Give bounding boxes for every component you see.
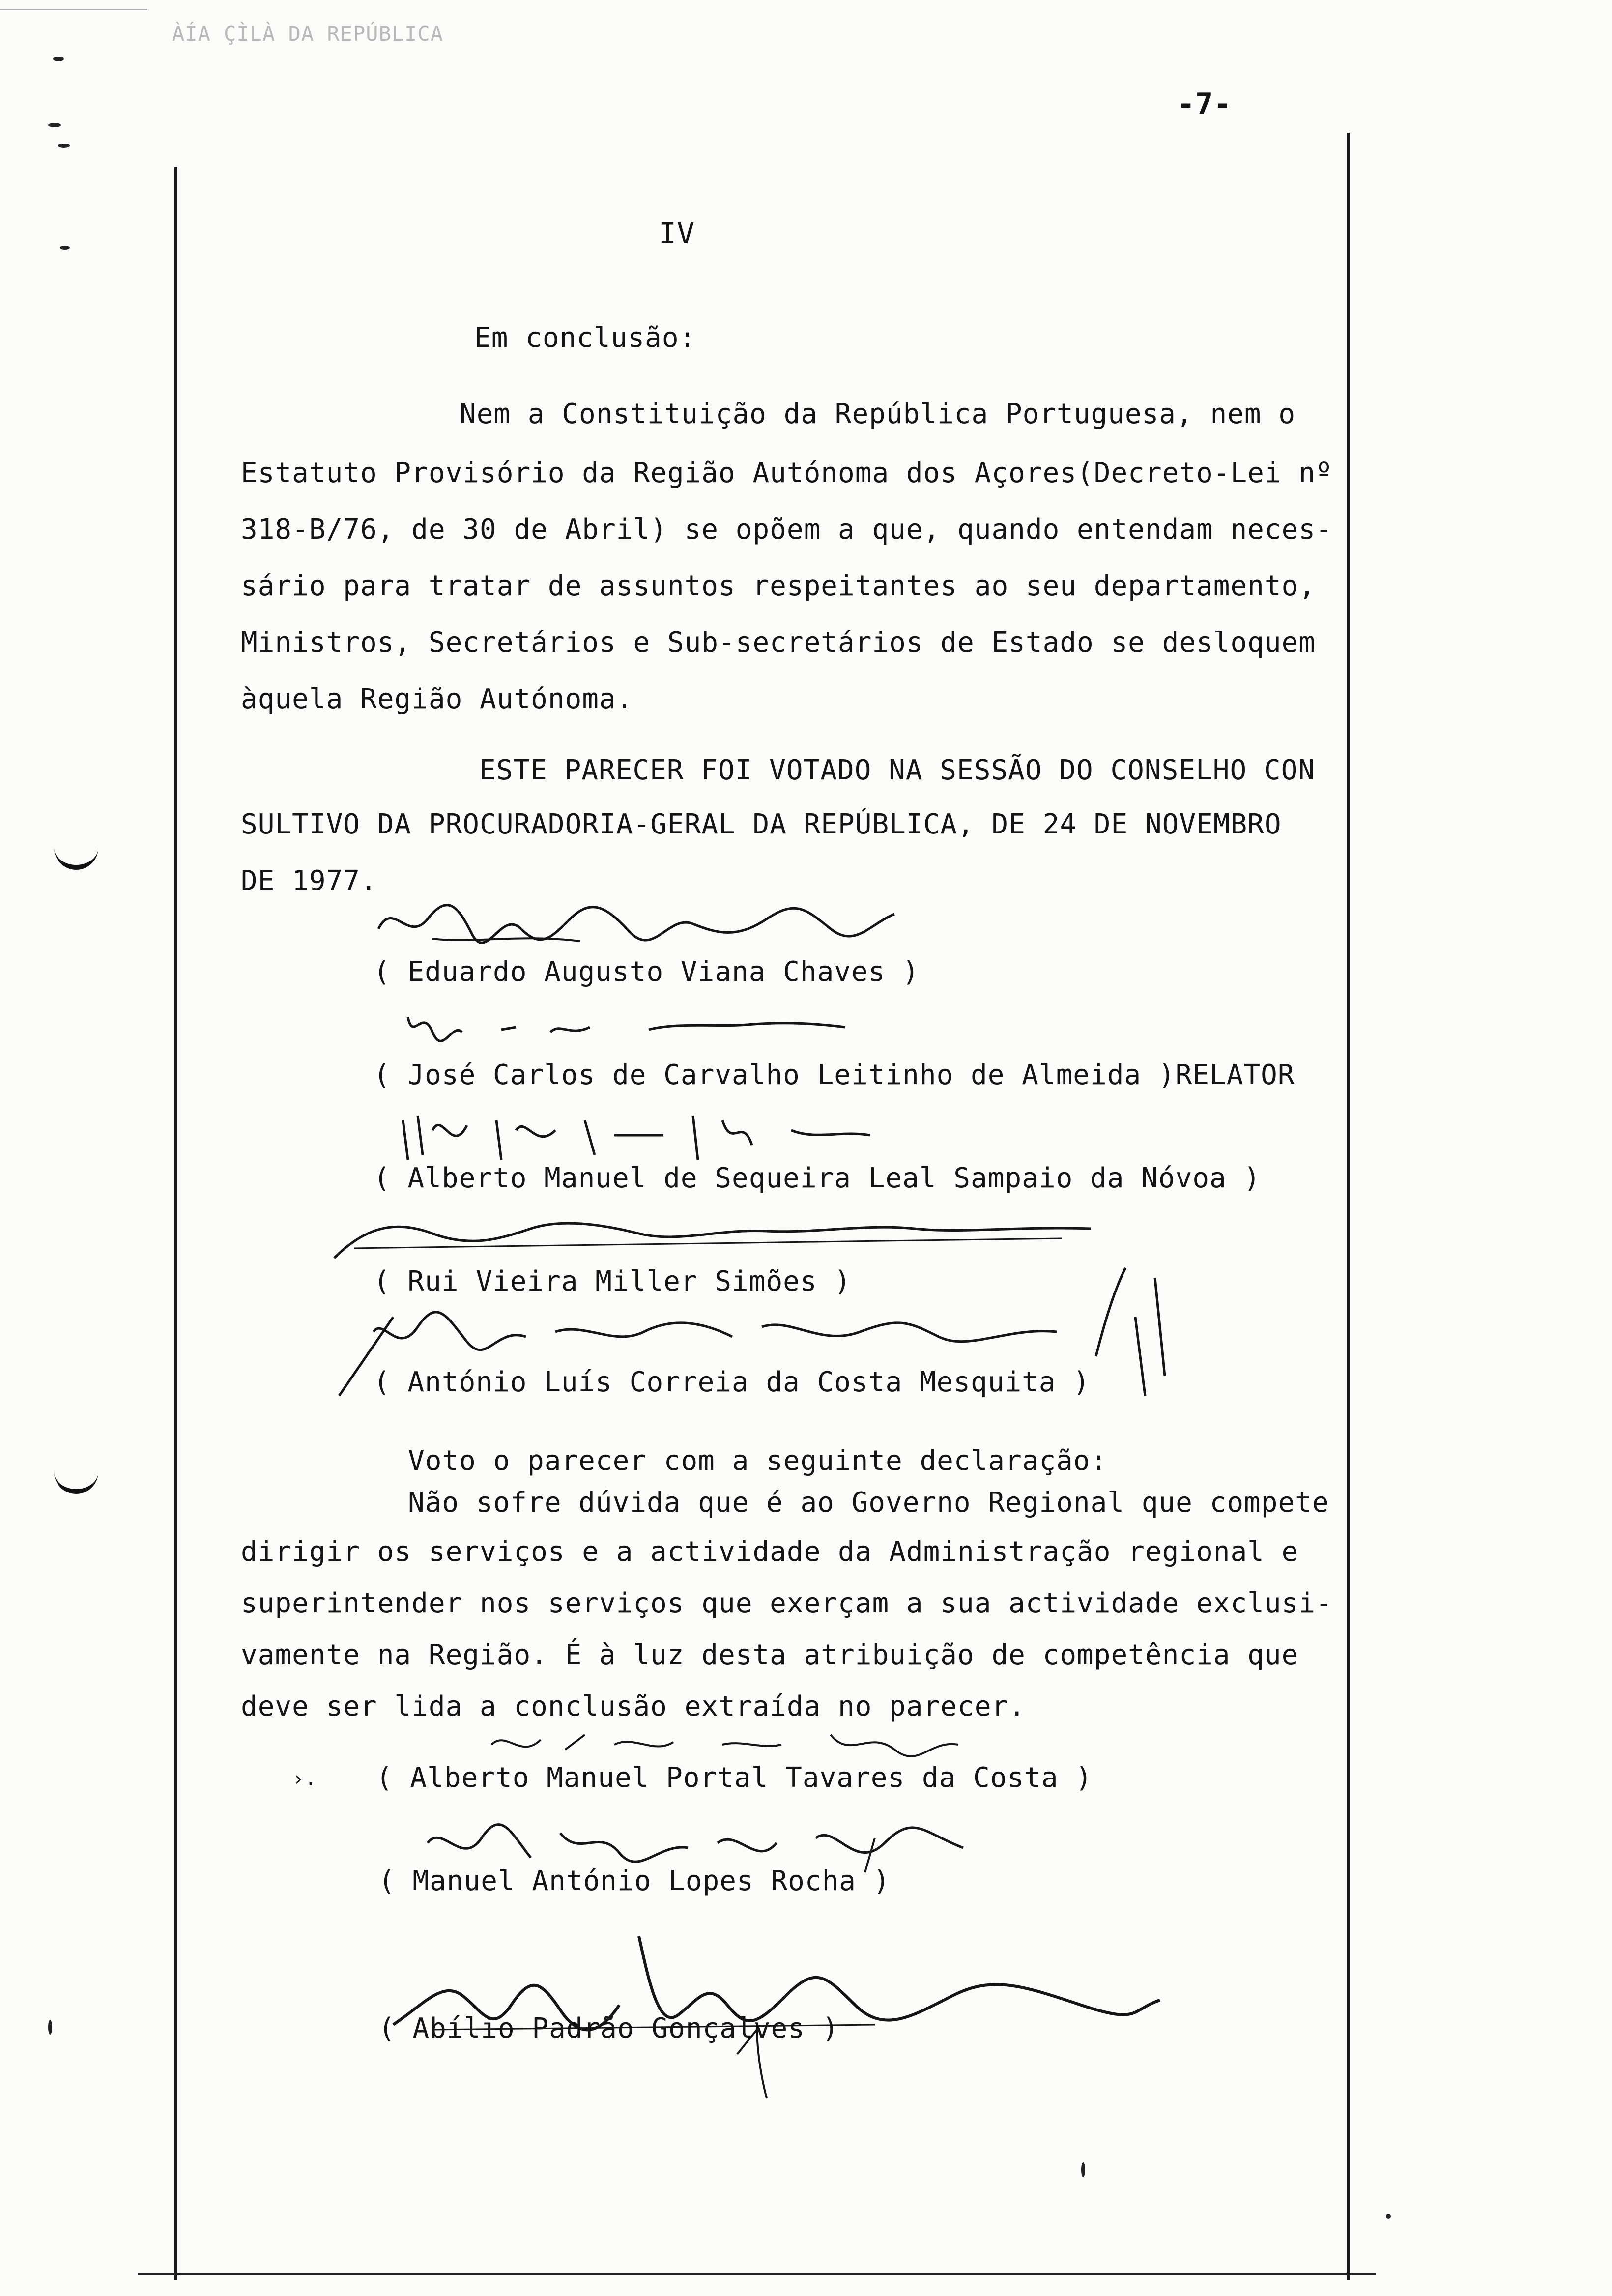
margin-speck	[48, 2020, 52, 2035]
handwritten-signature	[324, 1199, 1160, 1268]
signatory-name: ( José Carlos de Carvalho Leitinho de Almeida )RELATOR	[374, 1059, 1295, 1091]
declaration-line: vamente na Região. É à luz desta atribuição de competência que	[241, 1639, 1299, 1671]
margin-speck	[48, 123, 61, 127]
declaration-line: deve ser lida a conclusão extraída no parecer.	[241, 1691, 1026, 1722]
margin-speck	[58, 144, 70, 148]
margin-speck	[60, 246, 70, 250]
margin-speck	[1386, 2214, 1391, 2219]
paragraph-line: Ministros, Secretários e Sub-secretários de Estado se desloquem	[241, 627, 1316, 659]
left-border-line	[174, 167, 177, 2280]
signatory-name: ( Alberto Manuel de Sequeira Leal Sampaio da Nóvoa )	[374, 1162, 1261, 1194]
paragraph-line: sário para tratar de assuntos respeitantes ao seu departamento,	[241, 570, 1316, 602]
bottom-border-line	[138, 2273, 1376, 2275]
section-number: IV	[659, 216, 695, 251]
top-scan-edge	[0, 9, 147, 10]
paragraph-line: Estatuto Provisório da Região Autónoma dos Açores(Decreto-Lei nº	[241, 457, 1333, 489]
final-signatory-name: ( Alberto Manuel Portal Tavares da Costa )	[376, 1762, 1093, 1794]
handwritten-signature	[403, 1003, 934, 1047]
declaration-line: dirigir os serviços e a actividade da Administração regional e	[241, 1536, 1299, 1568]
handwritten-signature	[374, 890, 924, 953]
handwritten-signature	[383, 1907, 1170, 2103]
approval-line: ESTE PARECER FOI VOTADO NA SESSÃO DO CONSELHO CON	[479, 754, 1316, 786]
paragraph-line: àquela Região Autónoma.	[241, 683, 633, 715]
final-signatory-name: ( Manuel António Lopes Rocha )	[378, 1865, 891, 1897]
right-border-line	[1347, 133, 1350, 2280]
binder-hole-mark	[54, 1455, 98, 1494]
handwritten-signature	[398, 1101, 949, 1170]
margin-speck	[1081, 2162, 1085, 2177]
final-signatory-name: ( Abílio Padrão Gonçalves )	[378, 2012, 839, 2044]
declaration-intro: Voto o parecer com a seguinte declaração:	[408, 1445, 1108, 1477]
signatory-name: ( António Luís Correia da Costa Mesquita )	[374, 1366, 1091, 1398]
approval-line: DE 1977.	[241, 865, 377, 897]
binder-hole-mark	[54, 831, 98, 870]
margin-mark: ›.	[292, 1768, 317, 1790]
handwritten-signature	[487, 1720, 978, 1764]
signatory-name: ( Rui Vieira Miller Simões )	[374, 1265, 852, 1297]
declaration-line: superintender nos serviços que exerçam a sua actividade exclusi-	[241, 1587, 1333, 1619]
paragraph-line: Nem a Constituição da República Portuguesa, nem o	[460, 398, 1296, 430]
section-heading: Em conclusão:	[474, 322, 696, 354]
signatory-name: ( Eduardo Augusto Viana Chaves )	[374, 956, 920, 988]
margin-speck	[53, 57, 64, 61]
approval-line: SULTIVO DA PROCURADORIA-GERAL DA REPÚBLICA, DE 24 DE NOVEMBRO	[241, 808, 1282, 840]
paragraph-line: 318-B/76, de 30 de Abril) se opõem a que, quando entendam neces-	[241, 514, 1333, 545]
faint-letterhead: ÀÍA ÇÌLÀ DA REPÚBLICA	[172, 22, 444, 46]
declaration-line: Não sofre dúvida que é ao Governo Regional que compete	[408, 1487, 1329, 1519]
page-number: -7-	[1177, 87, 1232, 121]
